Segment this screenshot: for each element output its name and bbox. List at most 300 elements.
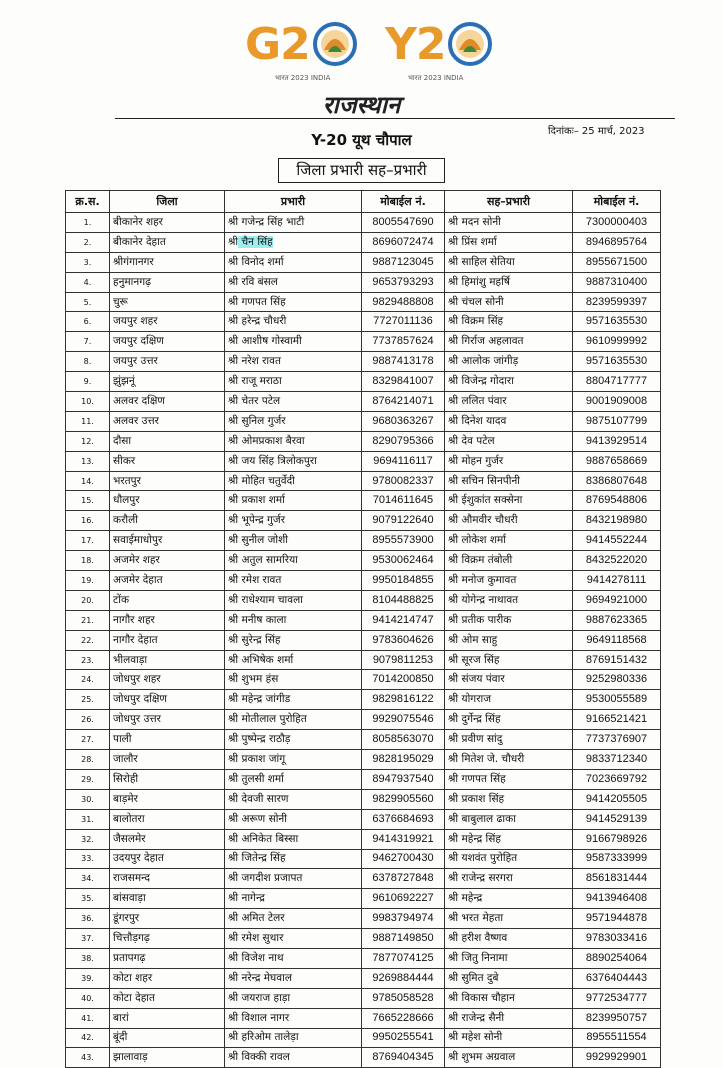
cell-district: बूंदी [110, 1028, 225, 1048]
cell-co-mobile: 8955511554 [573, 1028, 661, 1048]
cell-mobile: 9887413178 [362, 352, 445, 372]
cell-serial: 7. [66, 332, 110, 352]
cell-co-mobile: 9887658669 [573, 451, 661, 471]
cell-co-mobile: 9414205505 [573, 789, 661, 809]
cell-co-incharge: श्री प्रवीण सांदु [445, 730, 573, 750]
event-title: Y-20 यूथ चौपाल [311, 131, 412, 149]
g20-logo-subtitle: भारत 2023 INDIA [275, 74, 331, 82]
table-row [66, 352, 661, 372]
cell-serial: 40. [66, 988, 110, 1008]
cell-mobile: 9653793293 [362, 272, 445, 292]
cell-incharge: श्री चैन सिंह [225, 232, 362, 252]
cell-co-mobile: 8386807648 [573, 471, 661, 491]
table-row [66, 511, 661, 531]
cell-incharge: श्री जितेन्द्र सिंह [225, 849, 362, 869]
cell-district: जयपुर शहर [110, 312, 225, 332]
cell-mobile: 9680363267 [362, 411, 445, 431]
cell-mobile: 9829905560 [362, 789, 445, 809]
document-date: दिनांकः– 25 मार्च, 2023 [548, 126, 645, 137]
cell-co-incharge: श्री हिमांशु महर्षि [445, 272, 573, 292]
table-row [66, 849, 661, 869]
cell-mobile: 9079811253 [362, 650, 445, 670]
list-subtitle: जिला प्रभारी सह–प्रभारी [278, 158, 445, 183]
cell-co-mobile: 8890254064 [573, 948, 661, 968]
cell-serial: 5. [66, 292, 110, 312]
cell-incharge: श्री देवजी सारण [225, 789, 362, 809]
cell-co-mobile: 9571635530 [573, 312, 661, 332]
cell-district: बाड़मेर [110, 789, 225, 809]
table-row [66, 252, 661, 272]
cell-mobile: 9785058528 [362, 988, 445, 1008]
cell-mobile: 9829488808 [362, 292, 445, 312]
g20-logo [245, 19, 358, 70]
table-row [66, 730, 661, 750]
cell-co-mobile: 9166521421 [573, 710, 661, 730]
table-row [66, 1028, 661, 1048]
cell-co-mobile: 9413929514 [573, 431, 661, 451]
table-row [66, 551, 661, 571]
cell-co-incharge: श्री साहिल सेतिया [445, 252, 573, 272]
table-row [66, 948, 661, 968]
cell-district: अलवर दक्षिण [110, 392, 225, 412]
cell-co-incharge: श्री लोकेश शर्मा [445, 531, 573, 551]
cell-co-mobile: 8946895764 [573, 232, 661, 252]
cell-incharge: श्री हरेन्द्र चौधरी [225, 312, 362, 332]
cell-co-incharge: श्री योगराज [445, 690, 573, 710]
cell-co-mobile: 9772534777 [573, 988, 661, 1008]
cell-district: प्रतापगढ़ [110, 948, 225, 968]
table-row [66, 968, 661, 988]
cell-co-incharge: श्री महेश सोनी [445, 1028, 573, 1048]
cell-serial: 41. [66, 1008, 110, 1028]
cell-co-incharge: श्री ललित पंवार [445, 392, 573, 412]
cell-incharge: श्री रमेश सुथार [225, 929, 362, 949]
cell-co-incharge: श्री मदन सोनी [445, 213, 573, 233]
cell-co-mobile: 8955671500 [573, 252, 661, 272]
table-row [66, 272, 661, 292]
cell-district: बारां [110, 1008, 225, 1028]
y20-logo-subtitle: भारत 2023 INDIA [408, 74, 464, 82]
cell-serial: 2. [66, 232, 110, 252]
header-serial: क्र.स. [66, 191, 110, 213]
cell-district: सिरोही [110, 769, 225, 789]
cell-incharge: श्री हरिओम तालेड़ा [225, 1028, 362, 1048]
cell-district: जोधपुर शहर [110, 670, 225, 690]
cell-incharge: श्री जयराज हाड़ा [225, 988, 362, 1008]
cell-co-incharge: श्री देव पटेल [445, 431, 573, 451]
cell-serial: 12. [66, 431, 110, 451]
cell-district: अलवर उत्तर [110, 411, 225, 431]
cell-mobile: 9950184855 [362, 571, 445, 591]
table-row [66, 571, 661, 591]
cell-mobile: 9530062464 [362, 551, 445, 571]
table-row [66, 630, 661, 650]
g20-logo-text: G2 [245, 19, 310, 70]
cell-co-mobile: 9414552244 [573, 531, 661, 551]
cell-mobile: 8104488825 [362, 590, 445, 610]
cell-co-incharge: श्री महेन्द्र [445, 889, 573, 909]
cell-mobile: 8955573900 [362, 531, 445, 551]
table-row [66, 213, 661, 233]
cell-district: झुंझनूं [110, 372, 225, 392]
cell-district: अजमेर देहात [110, 571, 225, 591]
cell-district: राजसमन्द [110, 869, 225, 889]
table-row [66, 312, 661, 332]
cell-incharge: श्री विनोद शर्मा [225, 252, 362, 272]
cell-co-incharge: श्री प्रकाश सिंह [445, 789, 573, 809]
cell-mobile: 7727011136 [362, 312, 445, 332]
cell-district: बीकानेर देहात [110, 232, 225, 252]
table-row [66, 750, 661, 770]
cell-mobile: 8005547690 [362, 213, 445, 233]
cell-incharge: श्री ओमप्रकाश बैरवा [225, 431, 362, 451]
cell-serial: 9. [66, 372, 110, 392]
cell-co-mobile: 9875107799 [573, 411, 661, 431]
cell-co-incharge: श्री विक्रम सिंह [445, 312, 573, 332]
cell-district: अजमेर शहर [110, 551, 225, 571]
cell-incharge: श्री तुलसी शर्मा [225, 769, 362, 789]
cell-serial: 4. [66, 272, 110, 292]
cell-mobile: 7737857624 [362, 332, 445, 352]
table-row [66, 1008, 661, 1028]
cell-serial: 11. [66, 411, 110, 431]
table-row [66, 1048, 661, 1068]
cell-co-mobile: 6376404443 [573, 968, 661, 988]
header-district: जिला [110, 191, 225, 213]
cell-district: जैसलमेर [110, 829, 225, 849]
header-incharge: प्रभारी [225, 191, 362, 213]
cell-co-incharge: श्री ईशुकांत सक्सेना [445, 491, 573, 511]
cell-serial: 13. [66, 451, 110, 471]
cell-co-incharge: श्री चंचल सोनी [445, 292, 573, 312]
cell-co-incharge: श्री शुभम अग्रवाल [445, 1048, 573, 1068]
table-row [66, 431, 661, 451]
cell-mobile: 8696072474 [362, 232, 445, 252]
cell-district: बांसवाड़ा [110, 889, 225, 909]
cell-district: जोधपुर उत्तर [110, 710, 225, 730]
cell-district: सवाईमाधोपुर [110, 531, 225, 551]
cell-district: चुरू [110, 292, 225, 312]
cell-mobile: 9780082337 [362, 471, 445, 491]
cell-co-incharge: श्री मनोज कुमावत [445, 571, 573, 591]
table-row [66, 809, 661, 829]
table-row [66, 769, 661, 789]
cell-co-mobile: 9610999992 [573, 332, 661, 352]
cell-incharge: श्री जगदीश प्रजापत [225, 869, 362, 889]
cell-mobile: 9269884444 [362, 968, 445, 988]
cell-serial: 18. [66, 551, 110, 571]
cell-mobile: 9694116117 [362, 451, 445, 471]
cell-incharge: श्री रवि बंसल [225, 272, 362, 292]
cell-serial: 26. [66, 710, 110, 730]
table-row [66, 332, 661, 352]
table-row [66, 988, 661, 1008]
cell-mobile: 6378727848 [362, 869, 445, 889]
cell-co-incharge: श्री सूरज सिंह [445, 650, 573, 670]
cell-incharge: श्री आशीष गोस्वामी [225, 332, 362, 352]
cell-mobile: 9950255541 [362, 1028, 445, 1048]
cell-serial: 22. [66, 630, 110, 650]
cell-incharge: श्री जय सिंह त्रिलोकपुरा [225, 451, 362, 471]
cell-serial: 6. [66, 312, 110, 332]
cell-district: टोंक [110, 590, 225, 610]
cell-district: सीकर [110, 451, 225, 471]
cell-incharge: श्री विशाल नागर [225, 1008, 362, 1028]
cell-district: भीलवाड़ा [110, 650, 225, 670]
cell-serial: 35. [66, 889, 110, 909]
cell-incharge: श्री भूपेन्द्र गुर्जर [225, 511, 362, 531]
cell-incharge: श्री महेन्द्र जांगीड [225, 690, 362, 710]
cell-co-mobile: 9929929901 [573, 1048, 661, 1068]
cell-co-mobile: 8239950757 [573, 1008, 661, 1028]
cell-district: बालोतरा [110, 809, 225, 829]
cell-incharge: श्री चेतर पटेल [225, 392, 362, 412]
cell-co-incharge: श्री बाबुलाल ढाका [445, 809, 573, 829]
cell-incharge: श्री नागेन्द्र [225, 889, 362, 909]
header-co-incharge: सह–प्रभारी [445, 191, 573, 213]
cell-co-mobile: 8561831444 [573, 869, 661, 889]
cell-incharge: श्री मोहित चतुर्वेदी [225, 471, 362, 491]
table-row [66, 451, 661, 471]
cell-district: जालौर [110, 750, 225, 770]
cell-incharge: श्री राधेश्याम चावला [225, 590, 362, 610]
cell-incharge: श्री अतुल सामरिया [225, 551, 362, 571]
cell-co-incharge: श्री विजेन्द्र गोदारा [445, 372, 573, 392]
cell-co-mobile: 9783033416 [573, 929, 661, 949]
cell-district: जयपुर दक्षिण [110, 332, 225, 352]
cell-incharge: श्री नरेश रावत [225, 352, 362, 372]
cell-co-mobile: 9252980336 [573, 670, 661, 690]
header-mobile: मोबाईल नं. [362, 191, 445, 213]
cell-co-mobile: 9887623365 [573, 610, 661, 630]
cell-co-incharge: श्री सचिन सिनपीनी [445, 471, 573, 491]
cell-co-mobile: 8239599397 [573, 292, 661, 312]
cell-district: कोटा देहात [110, 988, 225, 1008]
cell-co-incharge: श्री दिनेश यादव [445, 411, 573, 431]
cell-serial: 16. [66, 511, 110, 531]
cell-co-mobile: 9166798926 [573, 829, 661, 849]
cell-co-mobile: 9649118568 [573, 630, 661, 650]
cell-incharge: श्री अमित टेलर [225, 909, 362, 929]
cell-co-mobile: 9833712340 [573, 750, 661, 770]
cell-incharge: श्री सुनिल गुर्जर [225, 411, 362, 431]
table-row [66, 610, 661, 630]
y20-logo [385, 19, 493, 70]
table-header-row [66, 191, 661, 213]
cell-mobile: 9983794974 [362, 909, 445, 929]
table-row [66, 471, 661, 491]
cell-serial: 32. [66, 829, 110, 849]
cell-incharge: श्री पुष्पेन्द्र राठौड़ [225, 730, 362, 750]
cell-serial: 15. [66, 491, 110, 511]
cell-mobile: 7877074125 [362, 948, 445, 968]
cell-serial: 29. [66, 769, 110, 789]
cell-co-mobile: 9001909008 [573, 392, 661, 412]
cell-co-mobile: 9571635530 [573, 352, 661, 372]
cell-incharge: श्री गणपत सिंह [225, 292, 362, 312]
cell-mobile: 8769404345 [362, 1048, 445, 1068]
cell-co-incharge: श्री प्रिंस शर्मा [445, 232, 573, 252]
cell-mobile: 9079122640 [362, 511, 445, 531]
cell-co-incharge: श्री योगेन्द्र नाथावत [445, 590, 573, 610]
y20-logo-text: Y2 [385, 19, 446, 70]
cell-co-incharge: श्री राजेन्द्र सरगरा [445, 869, 573, 889]
cell-mobile: 7665228666 [362, 1008, 445, 1028]
cell-district: उदयपुर देहात [110, 849, 225, 869]
cell-district: चित्तौड़गढ़ [110, 929, 225, 949]
cell-serial: 31. [66, 809, 110, 829]
cell-district: नागौर देहात [110, 630, 225, 650]
cell-district: पाली [110, 730, 225, 750]
cell-incharge: श्री अरूण सोनी [225, 809, 362, 829]
cell-serial: 42. [66, 1028, 110, 1048]
cell-serial: 39. [66, 968, 110, 988]
cell-district: कोटा शहर [110, 968, 225, 988]
cell-mobile: 8329841007 [362, 372, 445, 392]
cell-serial: 37. [66, 929, 110, 949]
cell-incharge: श्री नरेन्द्र मेघवाल [225, 968, 362, 988]
lotus-globe-icon [447, 22, 493, 68]
cell-district: धौलपुर [110, 491, 225, 511]
table-row [66, 531, 661, 551]
cell-co-incharge: श्री प्रतीक पारीक [445, 610, 573, 630]
cell-mobile: 8058563070 [362, 730, 445, 750]
cell-district: हनुमानगढ़ [110, 272, 225, 292]
cell-mobile: 9829816122 [362, 690, 445, 710]
cell-co-incharge: श्री मितेश जे. चौधरी [445, 750, 573, 770]
cell-mobile: 9462700430 [362, 849, 445, 869]
title-divider [115, 118, 675, 119]
table-row [66, 670, 661, 690]
cell-serial: 34. [66, 869, 110, 889]
cell-serial: 8. [66, 352, 110, 372]
cell-district: श्रीगंगानगर [110, 252, 225, 272]
table-row [66, 372, 661, 392]
cell-co-mobile: 8769548806 [573, 491, 661, 511]
cell-incharge: श्री मोतीलाल पुरोहित [225, 710, 362, 730]
cell-incharge: श्री राजू मराठा [225, 372, 362, 392]
cell-co-mobile: 9587333999 [573, 849, 661, 869]
table-row [66, 929, 661, 949]
table-row [66, 829, 661, 849]
table-row [66, 491, 661, 511]
cell-district: जयपुर उत्तर [110, 352, 225, 372]
table-row [66, 590, 661, 610]
cell-incharge: श्री शुभम हंस [225, 670, 362, 690]
cell-serial: 30. [66, 789, 110, 809]
cell-serial: 25. [66, 690, 110, 710]
table-row [66, 292, 661, 312]
cell-co-mobile: 7300000403 [573, 213, 661, 233]
cell-serial: 1. [66, 213, 110, 233]
cell-co-incharge: श्री संजय पंवार [445, 670, 573, 690]
cell-co-mobile: 7737376907 [573, 730, 661, 750]
cell-mobile: 7014200850 [362, 670, 445, 690]
cell-co-mobile: 9694921000 [573, 590, 661, 610]
cell-co-mobile: 8804717777 [573, 372, 661, 392]
cell-serial: 43. [66, 1048, 110, 1068]
cell-co-incharge: श्री औमवीर चौधरी [445, 511, 573, 531]
table-row [66, 789, 661, 809]
cell-co-incharge: श्री यशवंत पुरोहित [445, 849, 573, 869]
cell-co-incharge: श्री विक्रम तंबोली [445, 551, 573, 571]
cell-serial: 27. [66, 730, 110, 750]
cell-district: डूंगरपुर [110, 909, 225, 929]
table-row [66, 889, 661, 909]
cell-co-incharge: श्री भरत मेहता [445, 909, 573, 929]
cell-incharge: श्री प्रकाश जांगू [225, 750, 362, 770]
cell-serial: 33. [66, 849, 110, 869]
cell-incharge: श्री विक्की रावल [225, 1048, 362, 1068]
cell-co-incharge: श्री विकास चौहान [445, 988, 573, 1008]
cell-district: करौली [110, 511, 225, 531]
cell-mobile: 6376684693 [362, 809, 445, 829]
cell-serial: 38. [66, 948, 110, 968]
table-row [66, 710, 661, 730]
cell-serial: 28. [66, 750, 110, 770]
cell-co-incharge: श्री गिर्राज अहलावत [445, 332, 573, 352]
cell-co-mobile: 8432198980 [573, 511, 661, 531]
district-incharge-table [65, 190, 661, 1068]
state-title: राजस्थान [322, 90, 401, 119]
table-row [66, 411, 661, 431]
cell-co-incharge: श्री सुमित दुबे [445, 968, 573, 988]
table-row [66, 869, 661, 889]
cell-serial: 20. [66, 590, 110, 610]
cell-district: बीकानेर शहर [110, 213, 225, 233]
cell-serial: 23. [66, 650, 110, 670]
cell-serial: 24. [66, 670, 110, 690]
cell-incharge: श्री सुरेन्द्र सिंह [225, 630, 362, 650]
cell-mobile: 8947937540 [362, 769, 445, 789]
cell-incharge: श्री मनीष काला [225, 610, 362, 630]
cell-serial: 10. [66, 392, 110, 412]
cell-district: दौसा [110, 431, 225, 451]
cell-co-mobile: 9414529139 [573, 809, 661, 829]
cell-mobile: 9414214747 [362, 610, 445, 630]
cell-mobile: 9610692227 [362, 889, 445, 909]
cell-co-mobile: 9887310400 [573, 272, 661, 292]
cell-district: नागौर शहर [110, 610, 225, 630]
cell-incharge: श्री सुनील जोशी [225, 531, 362, 551]
cell-mobile: 9828195029 [362, 750, 445, 770]
cell-district: भरतपुर [110, 471, 225, 491]
cell-co-mobile: 8769151432 [573, 650, 661, 670]
cell-co-incharge: श्री ओम साहु [445, 630, 573, 650]
cell-incharge: श्री गजेन्द्र सिंह भाटी [225, 213, 362, 233]
cell-co-mobile: 9571944878 [573, 909, 661, 929]
table-row [66, 232, 661, 252]
cell-co-incharge: श्री राजेन्द्र सैनी [445, 1008, 573, 1028]
table-row [66, 690, 661, 710]
cell-mobile: 9887123045 [362, 252, 445, 272]
cell-co-mobile: 9413946408 [573, 889, 661, 909]
cell-serial: 21. [66, 610, 110, 630]
cell-serial: 36. [66, 909, 110, 929]
cell-co-mobile: 9530055589 [573, 690, 661, 710]
cell-serial: 14. [66, 471, 110, 491]
cell-mobile: 9929075546 [362, 710, 445, 730]
header-co-mobile: मोबाईल नं. [573, 191, 661, 213]
cell-co-incharge: श्री गणपत सिंह [445, 769, 573, 789]
cell-incharge: श्री रमेश रावत [225, 571, 362, 591]
cell-co-incharge: श्री महेन्द्र सिंह [445, 829, 573, 849]
cell-district: झालावाड़ [110, 1048, 225, 1068]
cell-incharge: श्री अभिषेक शर्मा [225, 650, 362, 670]
cell-serial: 17. [66, 531, 110, 551]
cell-mobile: 7014611645 [362, 491, 445, 511]
cell-co-mobile: 7023669792 [573, 769, 661, 789]
